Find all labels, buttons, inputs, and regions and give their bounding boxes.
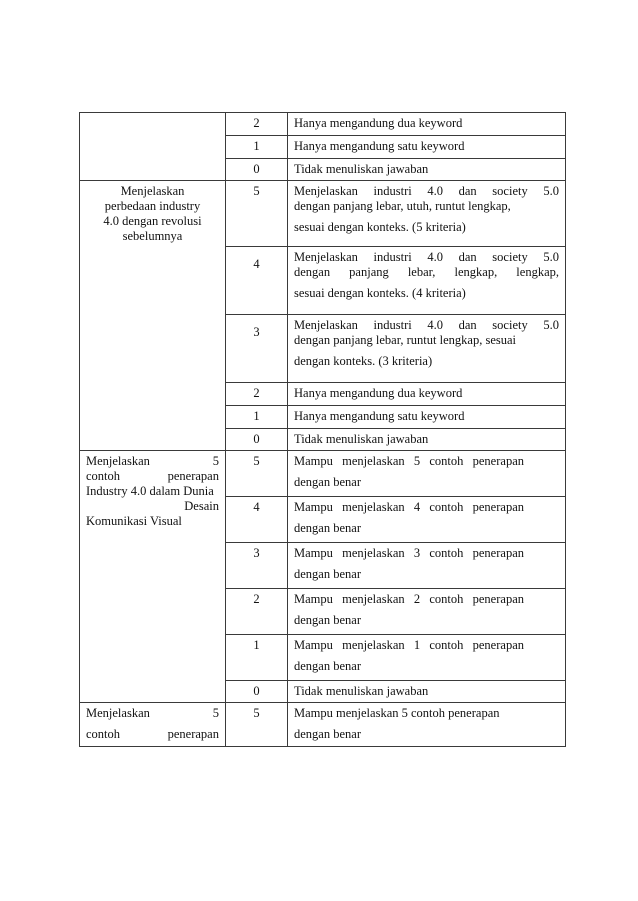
description-line: Mampu menjelaskan 4 contoh penerapan [294,500,524,514]
indicator-cell-empty [80,113,226,181]
description-line: dengan benar [294,521,361,535]
description-cell: Tidak menuliskan jawaban [288,159,566,181]
score-cell: 5 [226,181,288,247]
description-line: Mampu menjelaskan 2 contoh penerapan [294,592,524,606]
description-line: dengan benar [294,613,361,627]
score-cell: 4 [226,497,288,543]
description-cell [288,247,566,315]
description-line: Menjelaskan industri 4.0 dan society 5.0 [294,250,559,264]
description-cell: Hanya mengandung satu keyword [288,136,566,159]
description-cell [288,451,566,497]
rubric-table [79,112,566,747]
description-cell [288,635,566,681]
description-line: Mampu menjelaskan 1 contoh penerapan [294,638,524,652]
description-line: sesuai dengan konteks. (5 kriteria) [294,220,466,234]
indicator-line: sebelumnya [122,229,183,243]
description-line: dengan konteks. (3 kriteria) [294,354,433,368]
indicator-line: contoh penerapan [86,727,219,741]
score-cell: 3 [226,543,288,589]
score-cell: 5 [226,451,288,497]
description-line: dengan panjang lebar, runtut lengkap, sesuai [294,333,516,347]
score-cell: 1 [226,406,288,429]
description-cell: Hanya mengandung satu keyword [288,406,566,429]
score-cell: 2 [226,113,288,136]
score-cell: 0 [226,159,288,181]
score-cell: 4 [226,247,288,315]
indicator-line: contoh penerapan [86,469,219,483]
indicator-line: Komunikasi Visual [86,514,182,528]
indicator-cell [80,703,226,747]
description-cell: Tidak menuliskan jawaban [288,681,566,703]
description-line: Mampu menjelaskan 3 contoh penerapan [294,546,524,560]
table-row [80,113,566,136]
indicator-cell [80,451,226,703]
description-cell [288,703,566,747]
description-line: Menjelaskan industri 4.0 dan society 5.0 [294,184,559,198]
score-cell: 1 [226,136,288,159]
score-cell: 0 [226,429,288,451]
description-cell [288,497,566,543]
description-line: dengan benar [294,659,361,673]
description-cell [288,181,566,247]
description-cell [288,589,566,635]
indicator-line: Menjelaskan 5 [86,706,219,720]
description-cell: Hanya mengandung dua keyword [288,383,566,406]
indicator-cell [80,181,226,451]
description-line: dengan benar [294,727,361,741]
indicator-line: 4.0 dengan revolusi [103,214,202,228]
description-line: dengan panjang lebar, utuh, runtut lengkap, [294,199,511,213]
description-line: Mampu menjelaskan 5 contoh penerapan [294,706,500,720]
indicator-line: Industry 4.0 dalam Dunia [86,484,214,498]
indicator-line: Desain [184,499,219,513]
description-line: Menjelaskan industri 4.0 dan society 5.0 [294,318,559,332]
description-cell: Tidak menuliskan jawaban [288,429,566,451]
score-cell: 2 [226,383,288,406]
description-cell [288,315,566,383]
score-cell: 1 [226,635,288,681]
description-line: dengan panjang lebar, lengkap, lengkap, [294,265,559,279]
description-line: sesuai dengan konteks. (4 kriteria) [294,286,466,300]
score-cell: 3 [226,315,288,383]
description-line: Mampu menjelaskan 5 contoh penerapan [294,454,524,468]
score-cell: 0 [226,681,288,703]
indicator-line: Menjelaskan [120,184,185,198]
description-cell [288,543,566,589]
table-row [80,451,566,497]
score-cell: 2 [226,589,288,635]
description-line: dengan benar [294,567,361,581]
description-cell: Hanya mengandung dua keyword [288,113,566,136]
table-row [80,703,566,747]
indicator-line: Menjelaskan 5 [86,454,219,468]
description-line: dengan benar [294,475,361,489]
score-cell: 5 [226,703,288,747]
indicator-line: perbedaan industry [104,199,201,213]
table-row [80,181,566,247]
